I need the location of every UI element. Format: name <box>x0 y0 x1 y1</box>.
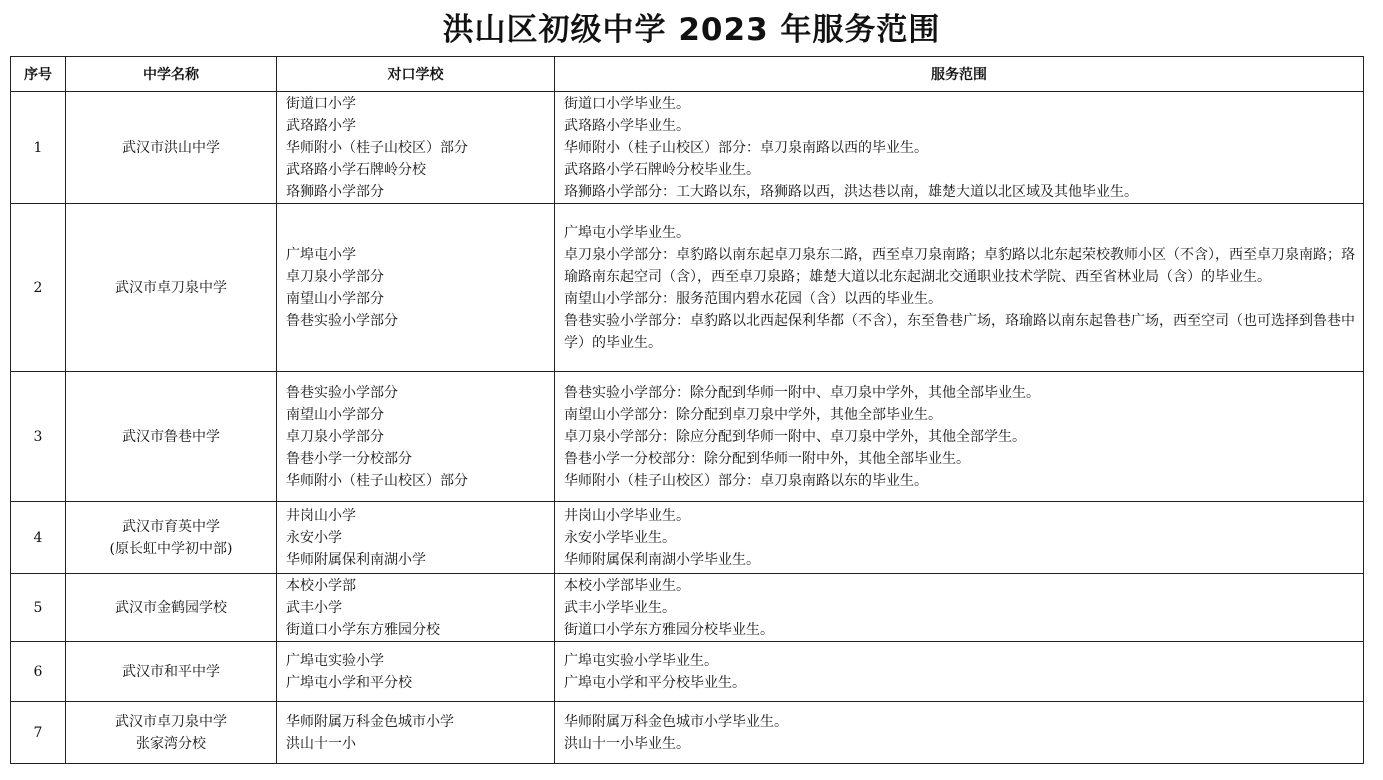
feeder-school-item: 华师附属万科金色城市小学 <box>286 713 454 730</box>
feeder-school-item: 鲁巷小学一分校部分 <box>286 450 412 467</box>
feeder-school-item: 井岗山小学 <box>286 507 356 524</box>
service-area-item: 街道口小学毕业生。 <box>564 95 690 112</box>
feeder-school-item: 武丰小学 <box>286 599 342 616</box>
row-number: 4 <box>11 502 66 574</box>
row-number: 5 <box>11 574 66 642</box>
service-area-item: 华师附属万科金色城市小学毕业生。 <box>564 713 788 730</box>
school-name-cell <box>66 502 277 574</box>
feeder-school-item: 鲁巷实验小学部分 <box>286 312 398 329</box>
service-area-item: 洪山十一小毕业生。 <box>564 735 690 752</box>
feeder-schools-cell <box>277 502 555 574</box>
feeder-school-item: 武珞路小学石牌岭分校 <box>286 161 426 178</box>
feeder-school-item: 广埠屯实验小学 <box>286 652 384 669</box>
feeder-school-item: 华师附属保利南湖小学 <box>286 551 426 568</box>
header-school: 中学名称 <box>66 57 277 92</box>
school-name-cell <box>66 92 277 204</box>
service-area-item: 街道口小学东方雅园分校毕业生。 <box>564 621 774 638</box>
service-area-item: 华师附小（桂子山校区）部分：卓刀泉南路以东的毕业生。 <box>564 472 928 489</box>
feeder-schools-cell <box>277 92 555 204</box>
school-name-line: 武汉市育英中学 <box>122 518 220 535</box>
service-area-cell <box>555 642 1364 702</box>
table-row <box>11 502 1364 574</box>
service-area-item: 武珞路小学石牌岭分校毕业生。 <box>564 161 760 178</box>
row-number: 7 <box>11 702 66 764</box>
header-service: 服务范围 <box>555 57 1364 92</box>
feeder-schools-cell <box>277 204 555 372</box>
feeder-school-item: 南望山小学部分 <box>286 406 384 423</box>
table-row <box>11 92 1364 204</box>
header-num: 序号 <box>11 57 66 92</box>
service-area-item: 武丰小学毕业生。 <box>564 599 676 616</box>
service-area-item: 永安小学毕业生。 <box>564 529 676 546</box>
row-number: 3 <box>11 372 66 502</box>
service-area-cell <box>555 574 1364 642</box>
feeder-school-item: 珞狮路小学部分 <box>286 183 384 200</box>
feeder-school-item: 街道口小学东方雅园分校 <box>286 621 440 638</box>
service-area-item: 广埠屯实验小学毕业生。 <box>564 652 718 669</box>
table-row <box>11 574 1364 642</box>
row-number: 6 <box>11 642 66 702</box>
feeder-schools-cell <box>277 574 555 642</box>
school-name-line: 武汉市洪山中学 <box>122 139 220 156</box>
feeder-schools-cell <box>277 372 555 502</box>
service-area-cell <box>555 92 1364 204</box>
service-area-item: 珞狮路小学部分：工大路以东，珞狮路以西，洪达巷以南，雄楚大道以北区域及其他毕业生。 <box>564 183 1138 200</box>
service-area-item: 华师附小（桂子山校区）部分：卓刀泉南路以西的毕业生。 <box>564 139 928 156</box>
service-area-cell <box>555 502 1364 574</box>
service-area-item: 华师附属保利南湖小学毕业生。 <box>564 551 760 568</box>
feeder-school-item: 广埠屯小学和平分校 <box>286 674 412 691</box>
table-row <box>11 702 1364 764</box>
feeder-school-item: 本校小学部 <box>286 577 356 594</box>
table-body <box>11 92 1364 764</box>
table-row <box>11 204 1364 372</box>
service-area-item: 井岗山小学毕业生。 <box>564 507 690 524</box>
row-number: 2 <box>11 204 66 372</box>
feeder-schools-cell <box>277 702 555 764</box>
service-area-item: 南望山小学部分：除分配到卓刀泉中学外，其他全部毕业生。 <box>564 406 942 423</box>
feeder-school-item: 南望山小学部分 <box>286 290 384 307</box>
school-name-line: (原长虹中学初中部) <box>109 540 233 557</box>
document-title: 洪山区初级中学 2023 年服务范围 <box>442 12 941 48</box>
feeder-school-item: 武珞路小学 <box>286 117 356 134</box>
feeder-schools-cell <box>277 642 555 702</box>
table-row <box>11 372 1364 502</box>
school-name-line: 张家湾分校 <box>136 735 206 752</box>
school-name-line: 武汉市卓刀泉中学 <box>115 279 227 296</box>
school-name-line: 武汉市和平中学 <box>122 663 220 680</box>
row-number: 1 <box>11 92 66 204</box>
feeder-school-item: 卓刀泉小学部分 <box>286 428 384 445</box>
feeder-school-item: 华师附小（桂子山校区）部分 <box>286 472 468 489</box>
school-name-line: 武汉市卓刀泉中学 <box>115 713 227 730</box>
service-area-cell <box>555 702 1364 764</box>
school-name-cell <box>66 204 277 372</box>
school-name-cell <box>66 372 277 502</box>
feeder-school-item: 卓刀泉小学部分 <box>286 268 384 285</box>
school-name-line: 武汉市金鹤园学校 <box>115 599 227 616</box>
service-area-item: 广埠屯小学和平分校毕业生。 <box>564 674 746 691</box>
service-area-item: 鲁巷小学一分校部分：除分配到华师一附中外，其他全部毕业生。 <box>564 450 970 467</box>
feeder-school-item: 鲁巷实验小学部分 <box>286 384 398 401</box>
service-area-item: 卓刀泉小学部分：除应分配到华师一附中、卓刀泉中学外，其他全部学生。 <box>564 428 1026 445</box>
school-name-line: 武汉市鲁巷中学 <box>122 428 220 445</box>
school-name-cell <box>66 642 277 702</box>
table-row <box>11 642 1364 702</box>
service-area-item: 南望山小学部分：服务范围内碧水花园（含）以西的毕业生。 <box>564 290 942 307</box>
service-area-item: 鲁巷实验小学部分：除分配到华师一附中、卓刀泉中学外，其他全部毕业生。 <box>564 384 1040 401</box>
service-area-item: 武珞路小学毕业生。 <box>564 117 690 134</box>
service-area-cell <box>555 372 1364 502</box>
school-name-cell <box>66 574 277 642</box>
feeder-school-item: 华师附小（桂子山校区）部分 <box>286 139 468 156</box>
service-area-item: 广埠屯小学毕业生。 <box>564 224 690 241</box>
feeder-school-item: 永安小学 <box>286 529 342 546</box>
header-feeders: 对口学校 <box>277 57 555 92</box>
feeder-school-item: 街道口小学 <box>286 95 356 112</box>
table-header-row <box>11 57 1364 92</box>
service-area-item: 本校小学部毕业生。 <box>564 577 690 594</box>
service-area-item: 鲁巷实验小学部分：卓豹路以北西起保利华都（不含），东至鲁巷广场，珞瑜路以南东起鲁巷广场，西至空司（也可选择到鲁巷中学）的毕业生。 <box>564 312 1355 351</box>
school-name-cell <box>66 702 277 764</box>
feeder-school-item: 广埠屯小学 <box>286 246 356 263</box>
service-area-table <box>10 56 1364 764</box>
service-area-item: 卓刀泉小学部分：卓豹路以南东起卓刀泉东二路，西至卓刀泉南路；卓豹路以北东起荣校教师小区（不含），西至卓刀泉南路；珞瑜路南东起空司（含），西至卓刀泉路；雄楚大道以北东起湖北交通职业技术学院、西至省林业局（含）的毕业生。 <box>564 246 1355 285</box>
feeder-school-item: 洪山十一小 <box>286 735 356 752</box>
service-area-cell <box>555 204 1364 372</box>
